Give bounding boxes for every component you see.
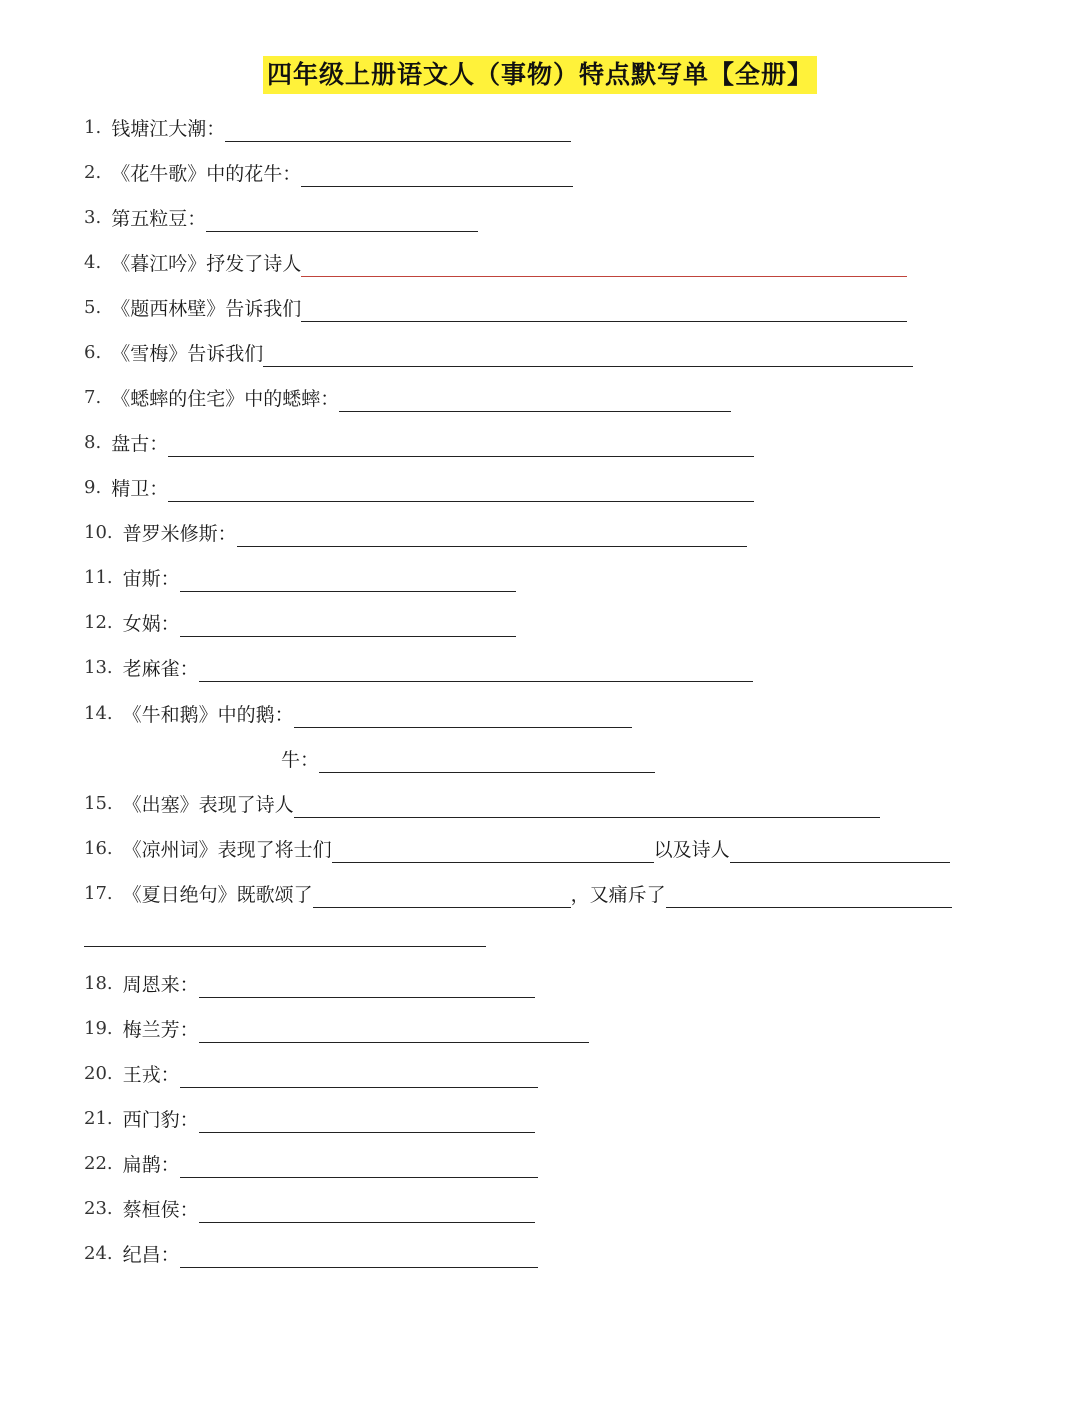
question-row <box>84 833 950 863</box>
answer-blank[interactable] <box>180 1245 538 1268</box>
question-number: 15. <box>84 792 113 814</box>
page-title: 四年级上册语文人（事物）特点默写单【全册】 <box>263 56 817 94</box>
question-label: 《凉州词》表现了将士们 <box>122 838 332 861</box>
question-number: 23. <box>84 1197 113 1219</box>
question-label: 老麻雀： <box>122 657 199 680</box>
question-number: 17. <box>84 882 113 904</box>
answer-blank[interactable] <box>263 344 913 367</box>
question-label: 宙斯： <box>122 567 180 590</box>
question-number: 22. <box>84 1152 113 1174</box>
question-label: 纪昌： <box>122 1243 180 1266</box>
question-row <box>84 247 907 277</box>
answer-blank[interactable] <box>319 750 655 773</box>
question-row <box>84 427 754 457</box>
answer-blank[interactable] <box>332 840 654 863</box>
question-row <box>84 652 753 682</box>
question-label: 《出塞》表现了诗人 <box>122 793 294 816</box>
answer-blank[interactable] <box>199 1020 589 1043</box>
question-label: 精卫： <box>111 477 169 500</box>
question-label: 《夏日绝句》既歌颂了 <box>122 883 313 906</box>
question-label: 扁鹊： <box>122 1153 180 1176</box>
question-label: 普罗米修斯： <box>122 522 237 545</box>
question-label: 牛： <box>281 748 320 771</box>
question-row <box>84 382 731 412</box>
question-row <box>84 517 747 547</box>
question-row <box>84 157 573 187</box>
question-number: 7. <box>84 386 102 408</box>
question-number: 21. <box>84 1107 113 1129</box>
answer-blank[interactable] <box>168 434 754 457</box>
answer-blank[interactable] <box>180 1065 538 1088</box>
question-row <box>84 292 907 322</box>
question-row <box>84 878 952 908</box>
title-wrap <box>0 56 1080 94</box>
question-row <box>84 1013 589 1043</box>
answer-blank[interactable] <box>199 1110 535 1133</box>
answer-blank[interactable] <box>180 569 516 592</box>
question-row <box>84 968 535 998</box>
question-label: 钱塘江大潮： <box>111 117 226 140</box>
answer-blank[interactable] <box>339 389 731 412</box>
question-row <box>84 607 516 637</box>
answer-blank[interactable] <box>301 254 907 277</box>
question-row <box>84 788 880 818</box>
question-label: 梅兰芳： <box>122 1018 199 1041</box>
question-row <box>84 698 632 728</box>
question-number: 13. <box>84 656 113 678</box>
question-label: 《题西林壁》告诉我们 <box>111 297 302 320</box>
answer-blank-2[interactable] <box>666 885 952 908</box>
answer-blank-2[interactable] <box>730 840 950 863</box>
question-number: 2. <box>84 161 102 183</box>
question-label: 《雪梅》告诉我们 <box>111 342 264 365</box>
question-number: 8. <box>84 431 102 453</box>
answer-blank[interactable] <box>199 659 753 682</box>
question-row <box>84 1103 535 1133</box>
question-label-2: ，又痛斥了 <box>570 883 666 906</box>
question-number: 6. <box>84 341 102 363</box>
question-number: 16. <box>84 837 113 859</box>
question-row <box>84 562 516 592</box>
answer-blank-continuation[interactable] <box>84 946 486 947</box>
question-number: 12. <box>84 611 113 633</box>
question-number: 14. <box>84 702 113 724</box>
answer-blank[interactable] <box>294 795 880 818</box>
answer-blank[interactable] <box>199 975 535 998</box>
question-number: 9. <box>84 476 102 498</box>
answer-blank[interactable] <box>180 614 516 637</box>
question-label: 《蟋蟀的住宅》中的蟋蟀： <box>111 387 340 410</box>
question-number: 10. <box>84 521 113 543</box>
question-row <box>84 1193 535 1223</box>
question-label: 周恩来： <box>122 973 199 996</box>
answer-blank[interactable] <box>225 119 571 142</box>
answer-blank[interactable] <box>301 299 907 322</box>
question-label: 蔡桓侯： <box>122 1198 199 1221</box>
question-row <box>84 337 913 367</box>
question-row <box>84 112 571 142</box>
question-number: 18. <box>84 972 113 994</box>
question-label: 第五粒豆： <box>111 207 207 230</box>
question-row <box>84 1238 538 1268</box>
question-number: 3. <box>84 206 102 228</box>
question-number: 4. <box>84 251 102 273</box>
question-number: 11. <box>84 566 113 588</box>
answer-blank[interactable] <box>294 705 632 728</box>
question-label: 西门豹： <box>122 1108 199 1131</box>
question-label-2: 以及诗人 <box>653 838 730 861</box>
answer-blank[interactable] <box>168 479 754 502</box>
question-label: 王戎： <box>122 1063 180 1086</box>
question-label: 《花牛歌》中的花牛： <box>111 162 302 185</box>
question-number: 24. <box>84 1242 113 1264</box>
question-row <box>84 472 754 502</box>
question-label: 《暮江吟》抒发了诗人 <box>111 252 302 275</box>
question-row <box>84 1058 538 1088</box>
question-row-sub <box>281 743 655 773</box>
answer-blank[interactable] <box>237 524 747 547</box>
question-number: 20. <box>84 1062 113 1084</box>
question-label: 《牛和鹅》中的鹅： <box>122 703 294 726</box>
answer-blank[interactable] <box>206 209 478 232</box>
answer-blank[interactable] <box>301 164 573 187</box>
answer-blank[interactable] <box>199 1200 535 1223</box>
question-number: 19. <box>84 1017 113 1039</box>
question-row <box>84 202 478 232</box>
question-label: 女娲： <box>122 612 180 635</box>
answer-blank[interactable] <box>180 1155 538 1178</box>
question-row <box>84 1148 538 1178</box>
question-number: 5. <box>84 296 102 318</box>
question-number: 1. <box>84 116 102 138</box>
answer-blank[interactable] <box>313 885 571 908</box>
question-label: 盘古： <box>111 432 169 455</box>
